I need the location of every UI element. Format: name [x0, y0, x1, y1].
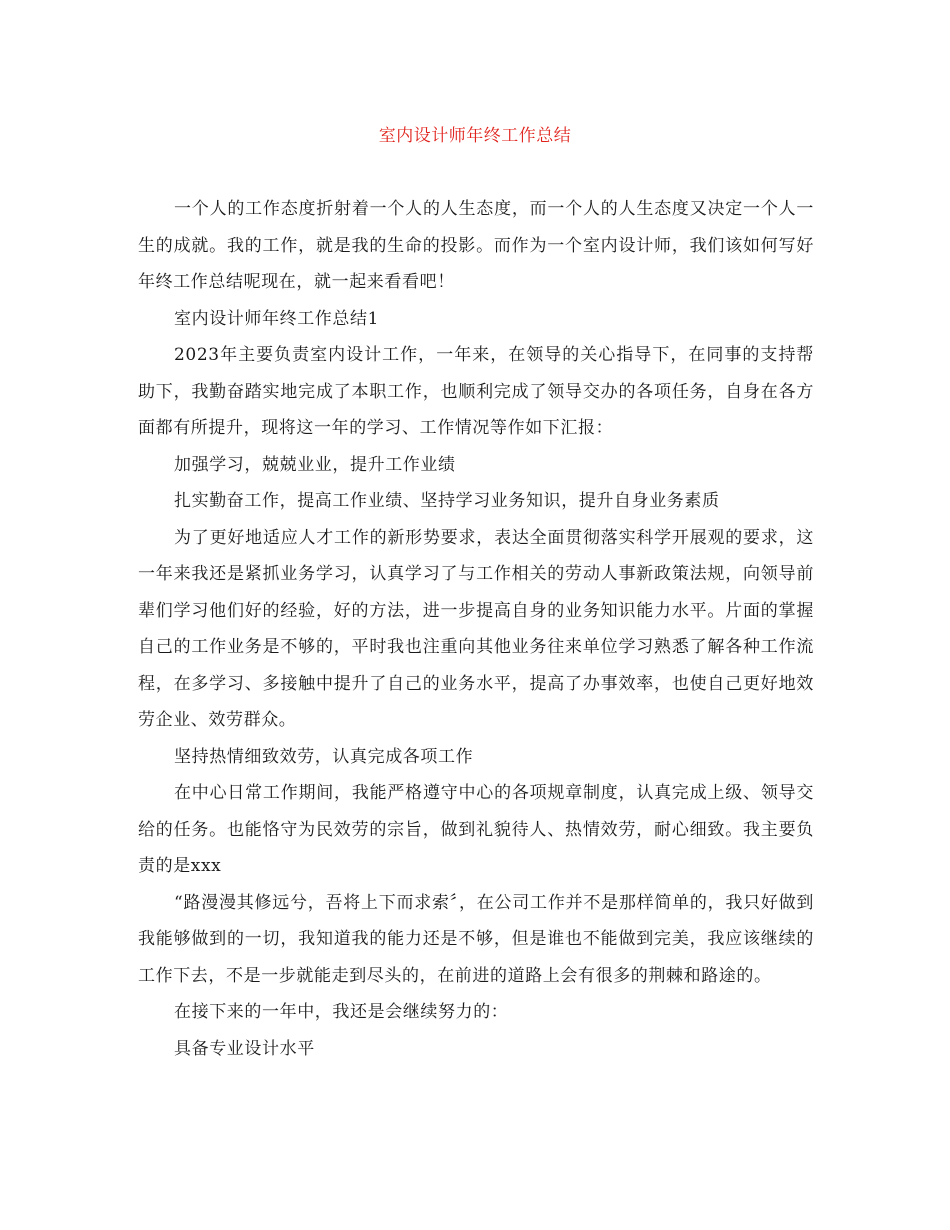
document-title: 室内设计师年终工作总结	[378, 126, 572, 146]
paragraph-subheading-study: 加强学习，兢兢业业，提升工作业绩	[174, 454, 456, 475]
paragraph-next-year: 在接下来的一年中，我还是会继续努力的：	[174, 1002, 509, 1022]
paragraph-quote: “路漫漫其修远兮，吾将上下而求索〞，在公司工作并不是那样简单的，我只好做到我能够做到的一切，我知道我的能力还是不够，但是谁也不能做到完美，我应该继续的工作下去，不是一步就能走到尽头的，在前进的道路上会有很多的荆棘和路途的。	[138, 892, 814, 986]
paragraph-subheading-work: 扎实勤奋工作，提高工作业绩、坚持学习业务知识，提升自身业务素质	[174, 491, 720, 511]
document-body	[138, 191, 814, 1067]
paragraph-learning: 为了更好地适应人才工作的新形势要求，表达全面贯彻落实科学开展观的要求，这一年来我还是紧抓业务学习，认真学习了与工作相关的劳动人事新政策法规，向领导前辈们学习他们好的经验，好的方法，进一步提高自身的业务知识能力水平。片面的掌握自己的工作业务是不够的，平时我也注重向其他业务往来单位学习熟悉了解各种工作流程，在多学习、多接触中提升了自己的业务水平，提高了办事效率，也使自己更好地效劳企业、效劳群众。	[138, 527, 814, 730]
paragraph-section-heading: 室内设计师年终工作总结1	[174, 308, 380, 329]
paragraph-daily-work: 在中心日常工作期间，我能严格遵守中心的各项规章制度，认真完成上级、领导交给的任务。也能恪守为民效劳的宗旨，做到礼貌待人、热情效劳，耐心细致。我主要负责的是xxx	[138, 783, 814, 876]
paragraph-subheading-design: 具备专业设计水平	[174, 1038, 315, 1059]
paragraph-subheading-service: 坚持热情细致效劳，认真完成各项工作	[174, 746, 474, 767]
paragraph-intro: 一个人的工作态度折射着一个人的人生态度，而一个人的人生态度又决定一个人一生的成就。我的工作，就是我的生命的投影。而作为一个室内设计师，我们该如何写好年终工作总结呢现在，就一起来看看吧！	[138, 199, 814, 292]
paragraph-2023-summary: 2023年主要负责室内设计工作，一年来，在领导的关心指导下，在同事的支持帮助下，我勤奋踏实地完成了本职工作，也顺利完成了领导交办的各项任务，自身在各方面都有所提升，现将这一年的学习、工作情况等作如下汇报：	[138, 345, 814, 438]
